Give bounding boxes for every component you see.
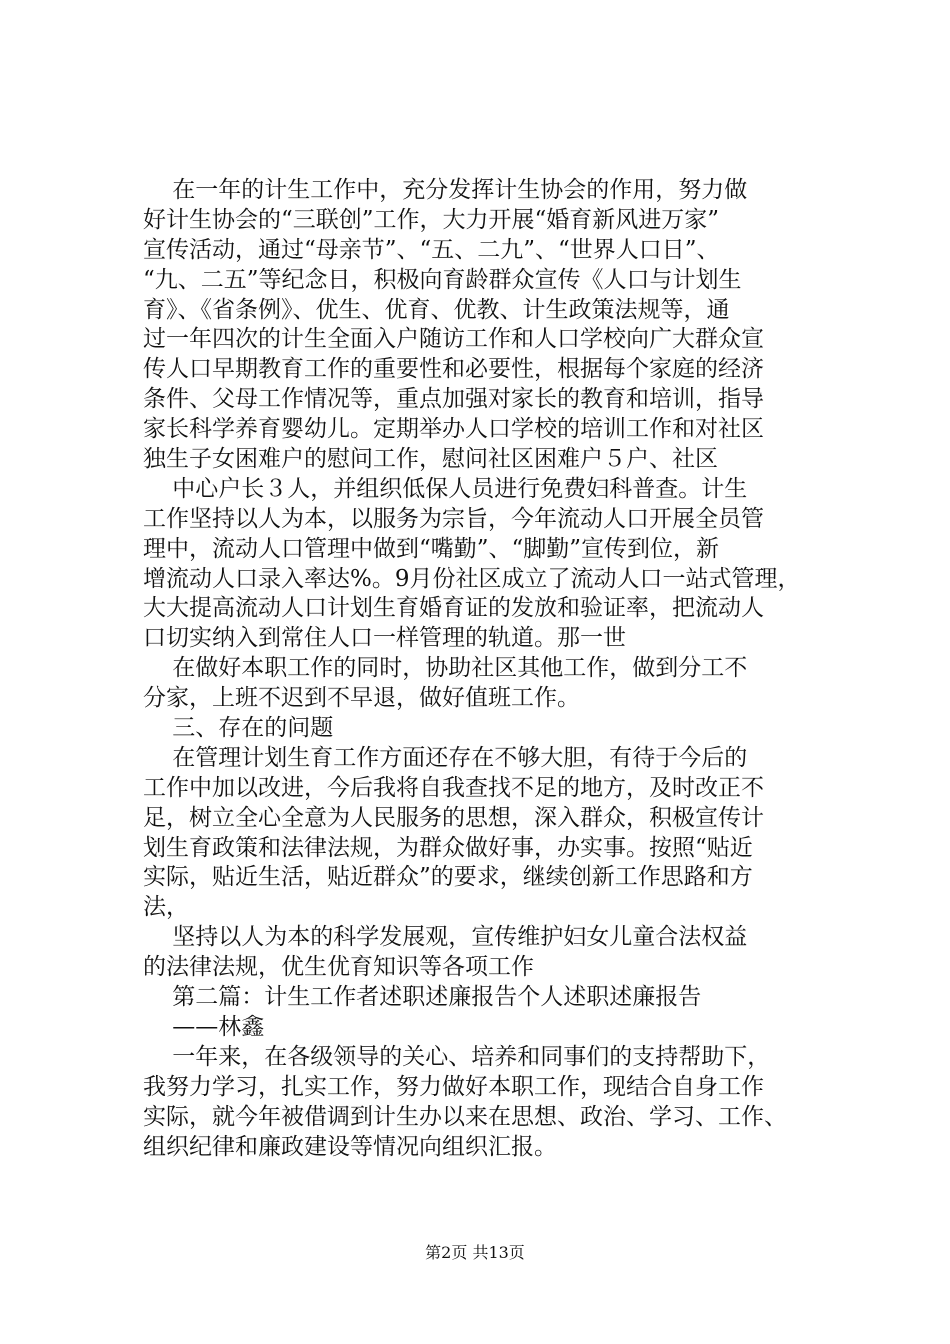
text-line: 足，树立全心全意为人民服务的思想，深入群众，积极宣传计 bbox=[143, 804, 764, 831]
text-line: 第二篇：计生工作者述职述廉报告个人述职述廉报告 bbox=[143, 984, 702, 1011]
text-line: 实际，就今年被借调到计生办以来在思想、政治、学习、工作、 bbox=[143, 1103, 787, 1130]
text-line: 过一年四次的计生全面入户随访工作和人口学校向广大群众宣 bbox=[143, 326, 764, 353]
document-body bbox=[143, 176, 843, 1162]
text-line: 中心户长３人，并组织低保人员进行免费妇科普查。计生 bbox=[143, 475, 748, 502]
text-line: 口切实纳入到常住人口一样管理的轨道。那一世 bbox=[143, 625, 626, 652]
text-line: 在一年的计生工作中，充分发挥计生协会的作用，努力做 bbox=[143, 177, 748, 203]
text-line: 宣传活动，通过“母亲节”、“五、二九”、“世界人口日”、 bbox=[143, 236, 720, 263]
text-line: 传人口早期教育工作的重要性和必要性，根据每个家庭的经济 bbox=[143, 356, 764, 383]
text-line: 的法律法规，优生优育知识等各项工作 bbox=[143, 954, 534, 981]
text-line: “九、二五”等纪念日，积极向育龄群众宣传《人口与计划生 bbox=[143, 266, 742, 293]
text-line: 分家，上班不迟到不早退，做好值班工作。 bbox=[143, 685, 580, 712]
text-line: 法， bbox=[143, 894, 189, 921]
text-line: 条件、父母工作情况等，重点加强对家长的教育和培训，指导 bbox=[143, 386, 764, 413]
text-line: 工作坚持以人为本，以服务为宗旨，今年流动人口开展全员管 bbox=[143, 505, 764, 532]
text-line: ——林鑫 bbox=[143, 1013, 265, 1040]
text-line: 实际，贴近生活，贴近群众”的要求，继续创新工作思路和方 bbox=[143, 864, 753, 891]
text-line: 家长科学养育婴幼儿。定期举办人口学校的培训工作和对社区 bbox=[143, 416, 764, 443]
text-line: 在管理计划生育工作方面还存在不够大胆，有待于今后的 bbox=[143, 744, 748, 771]
text-line: 在做好本职工作的同时，协助社区其他工作，做到分工不 bbox=[143, 655, 748, 682]
text-line: 理中，流动人口管理中做到“嘴勤”、“脚勤”宣传到位，新 bbox=[143, 535, 720, 562]
text-line: 组织纪律和廉政建设等情况向组织汇报。 bbox=[143, 1133, 557, 1160]
text-line: 划生育政策和法律法规，为群众做好事，办实事。按照“贴近 bbox=[143, 834, 753, 861]
page-footer: 第2页 共13页 bbox=[425, 1243, 525, 1262]
text-line: 坚持以人为本的科学发展观，宣传维护妇女儿童合法权益 bbox=[143, 924, 748, 951]
text-line: 我努力学习，扎实工作，努力做好本职工作，现结合自身工作 bbox=[143, 1073, 764, 1100]
text-line: 育》、《省条例》、优生、优育、优教、计生政策法规等，通 bbox=[143, 296, 730, 323]
text-line: 独生子女困难户的慰问工作，慰问社区困难户５户、社区 bbox=[143, 446, 718, 473]
text-line: 工作中加以改进，今后我将自我查找不足的地方，及时改正不 bbox=[143, 774, 764, 801]
text-line: 一年来，在各级领导的关心、培养和同事们的支持帮助下， bbox=[143, 1043, 771, 1070]
text-line: 增流动人口录入率达%。9月份社区成立了流动人口一站式管理， bbox=[143, 565, 801, 592]
text-line: 三、存在的问题 bbox=[143, 715, 334, 742]
text-line: 好计生协会的“三联创”工作，大力开展“婚育新风进万家” bbox=[143, 206, 720, 233]
text-line: 大大提高流动人口计划生育婚育证的发放和验证率，把流动人 bbox=[143, 595, 764, 622]
